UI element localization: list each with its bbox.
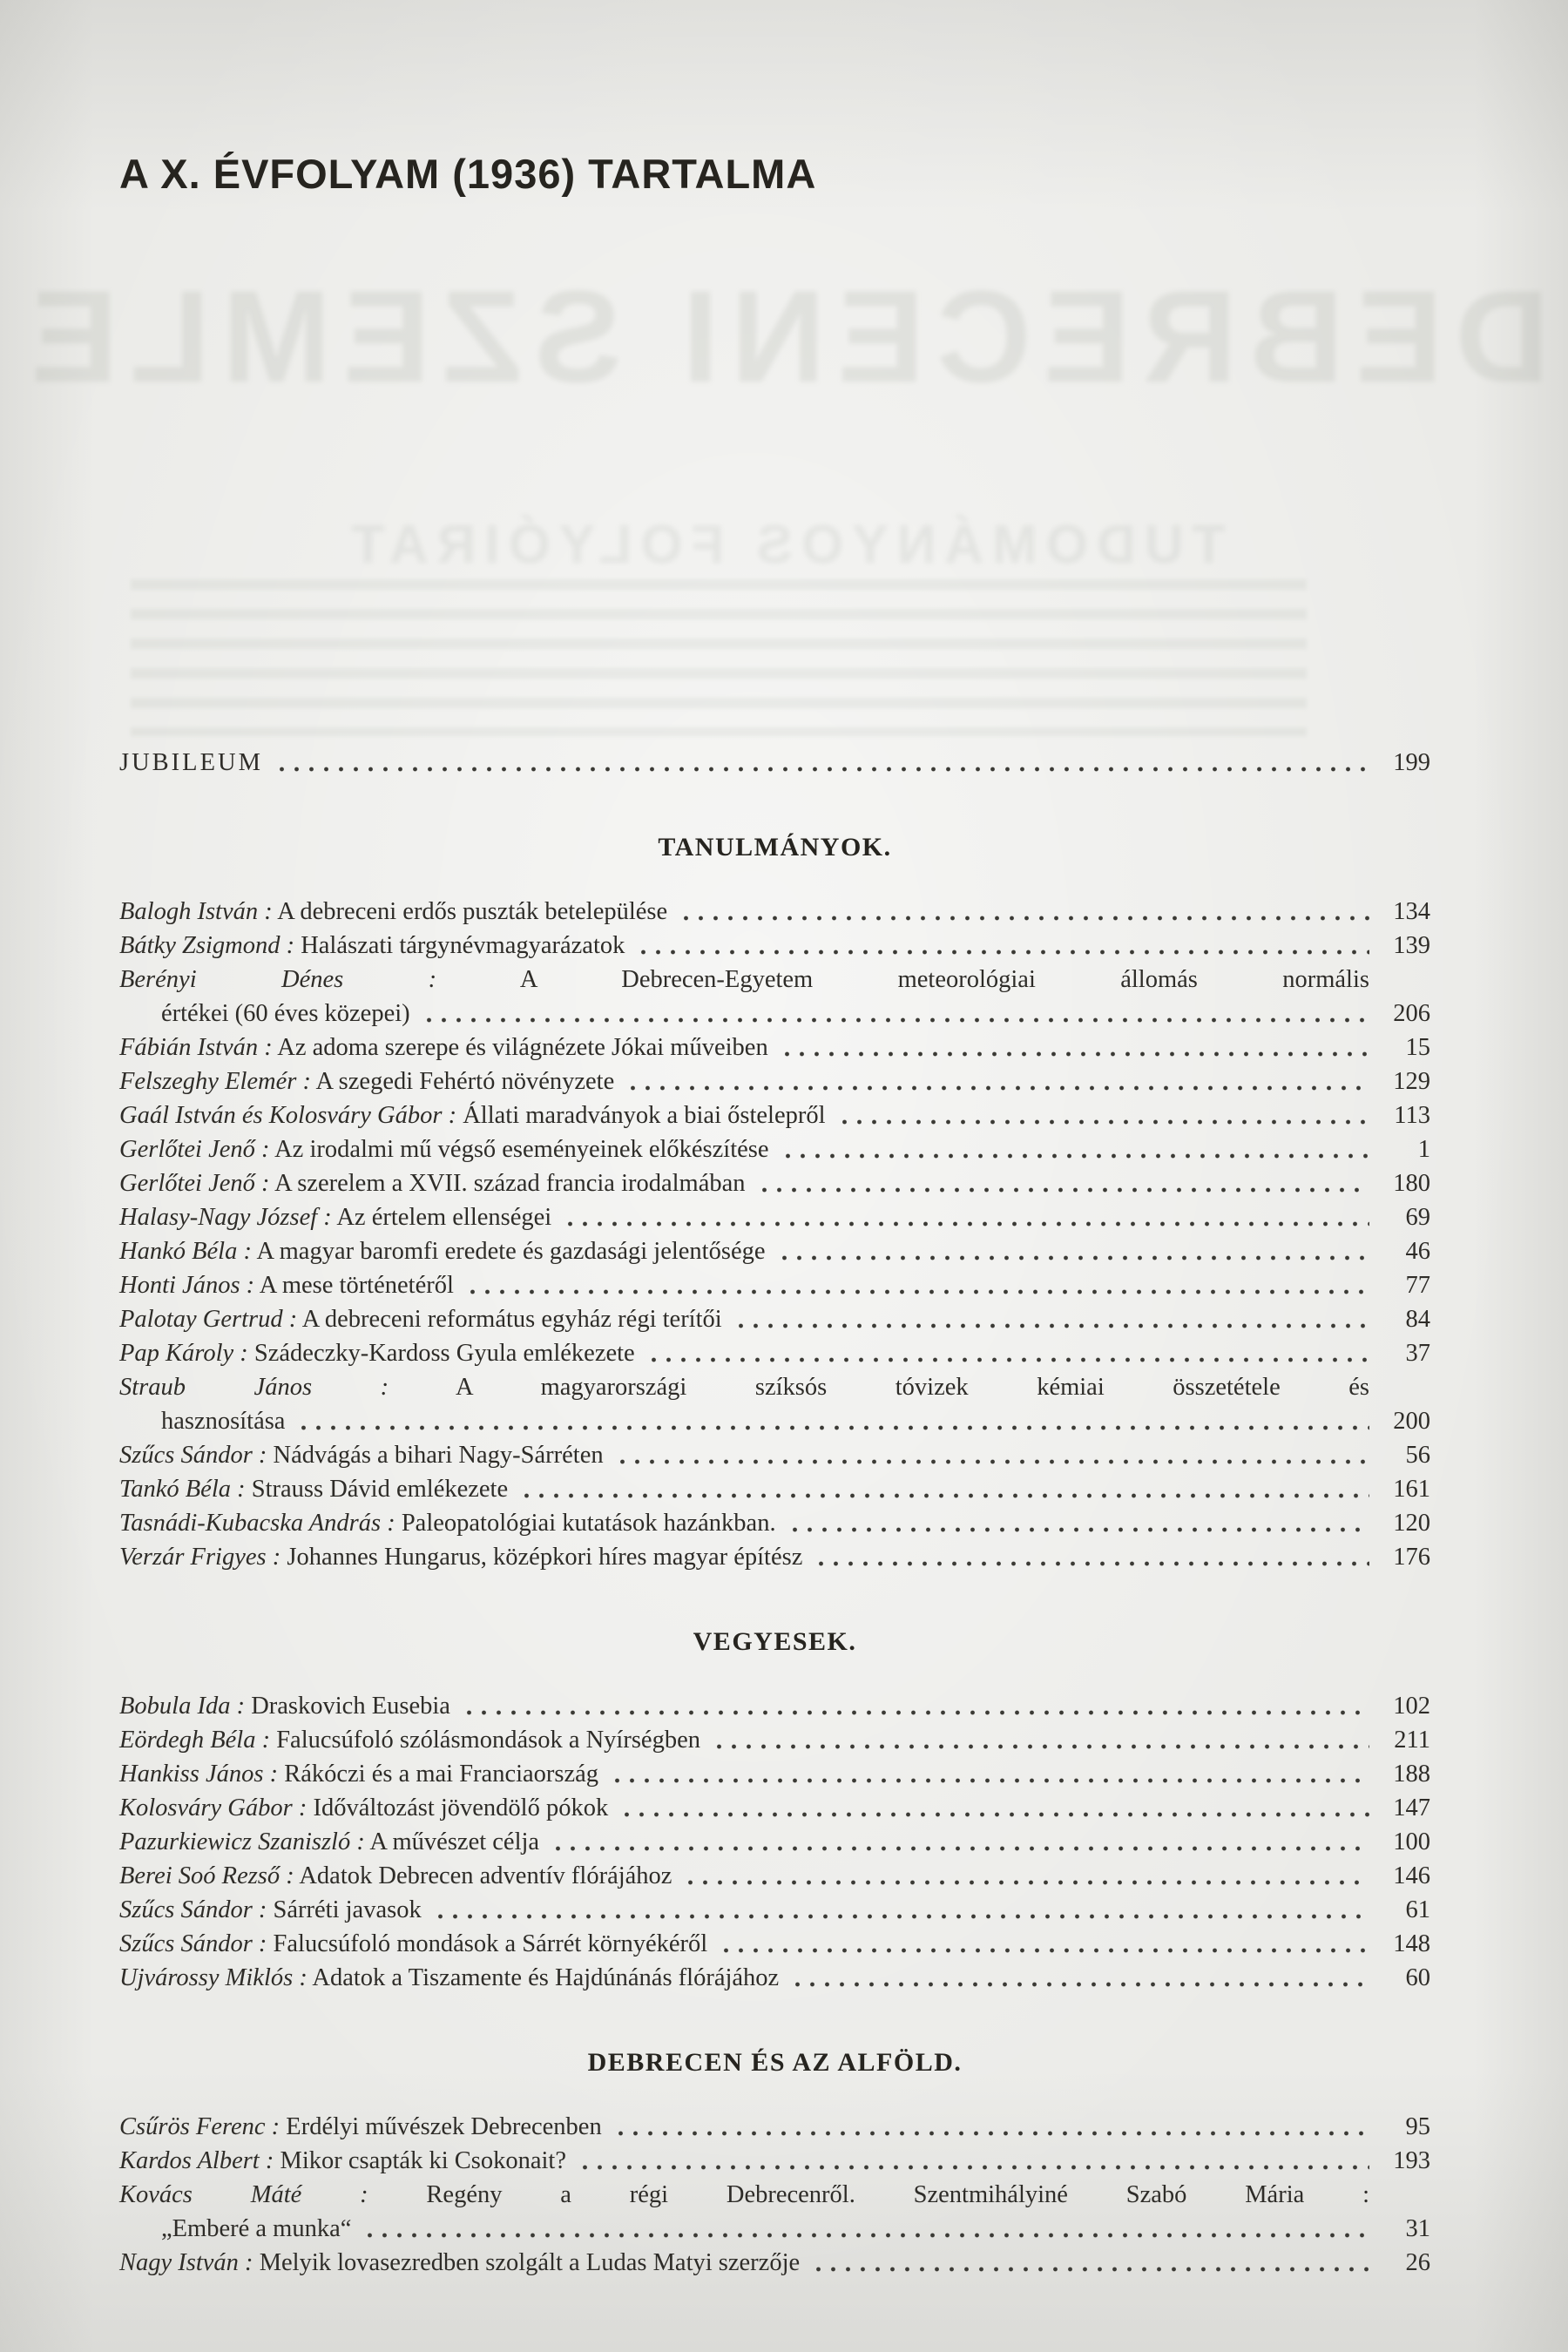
dot-leader [612,1438,1369,1472]
page-number: 1 [1417,1136,1430,1163]
page-number: 193 [1393,2147,1430,2174]
page-number: 146 [1393,1862,1430,1889]
ghost-showthrough-subtitle: TUDOMÁNYOS FOLYÓIRAT [342,515,1226,575]
page-number: 95 [1405,2113,1430,2140]
page-number: 176 [1393,1544,1430,1571]
entry-title: Gerlőtei Jenő : A szerelem a XVII. század francia irodalmában [119,1170,746,1197]
toc-entry [119,1859,1430,1893]
entry-title: Hankiss János : Rákóczi és a mai Franciaország [119,1761,599,1788]
dot-leader [731,1302,1369,1336]
dot-leader [676,895,1369,929]
entry-author: Csűrös Ferenc : [119,2113,280,2140]
dot-leader [272,746,1369,780]
toc-entry [119,1723,1430,1757]
entry-label: JUBILEUM [119,749,263,776]
entry-title: Ujvárossy Miklós : Adatok a Tiszamente és Hajdúnánás flórájához [119,1964,780,1991]
dot-leader [463,1268,1369,1302]
toc-entry [119,1689,1430,1723]
page-number: 199 [1393,749,1430,776]
entry-title: Berei Soó Rezső : Adatok Debrecen adventív flórájához [119,1862,672,1889]
page-number: 15 [1405,1034,1430,1061]
entry-title: „Emberé a munka“ [161,2215,352,2242]
entry-title: értékei (60 éves közepei) [161,1000,410,1027]
page-number: 100 [1393,1828,1430,1855]
entry-title: Fábián István : Az adoma szerepe és világnézete Jókai műveiben [119,1034,768,1061]
entry-title: Balogh István : A debreceni erdős puszták betelepülése [119,898,668,925]
entry-author: Tasnádi-Kubacska András : [119,1510,395,1537]
toc-entry-continuation [119,2212,1430,2246]
entry-author: Hankiss János : [119,1761,279,1788]
toc-entry-first-line: Straub János : A magyarországi szíksós tóvizek kémiai összetétele és [119,1374,1369,1401]
entry-author: Tankó Béla : [119,1476,246,1503]
dot-leader [548,1825,1369,1859]
page-number: 206 [1393,1000,1430,1027]
toc-entry [119,1438,1430,1472]
toc-entry [119,2144,1430,2178]
dot-leader [709,1723,1369,1757]
toc-entry [119,1200,1430,1234]
page-number: 200 [1393,1408,1430,1435]
toc-entry [119,1098,1430,1132]
dot-leader [778,1132,1369,1166]
toc-entry [119,1506,1430,1540]
page-number: 129 [1393,1068,1430,1095]
section-entries [119,2110,1430,2280]
entry-title: Kardos Albert : Mikor csapták ki Csokonait? [119,2147,566,2174]
toc-entry-continuation [119,997,1430,1031]
dot-leader [785,1506,1369,1540]
entry-author: Palotay Gertrud : [119,1306,298,1333]
entry-title: Felszeghy Elemér : A szegedi Fehértó növényzete [119,1068,615,1095]
toc-entry [119,1166,1430,1200]
entry-author: Pazurkiewicz Szaniszló : [119,1828,365,1855]
toc-entry [119,1757,1430,1791]
dot-leader [575,2144,1369,2178]
entry-author: Berényi Dénes : [119,966,437,993]
entry-title: Palotay Gertrud : A debreceni református egyház régi terítői [119,1306,722,1333]
entry-author: Bátky Zsigmond : [119,932,295,959]
entry-author: Ujvárossy Miklós : [119,1964,308,1991]
toc-entry [119,1302,1430,1336]
toc-entry [119,2246,1430,2280]
toc-entry [119,1791,1430,1825]
entry-title: Szűcs Sándor : Sárréti javasok [119,1896,422,1923]
section-heading: DEBRECEN ÉS AZ ALFÖLD. [587,2048,963,2077]
entry-title: Pap Károly : Szádeczky-Kardoss Gyula emlékezete [119,1340,635,1367]
dot-leader [560,1200,1369,1234]
section-heading: VEGYESEK. [693,1627,857,1656]
dot-leader [617,1791,1369,1825]
entry-author: Bobula Ida : [119,1693,246,1720]
page-number: 69 [1405,1204,1430,1231]
entry-author: Halasy-Nagy József : [119,1204,332,1231]
entry-author: Szűcs Sándor : [119,1930,267,1957]
entry-title: Gaál István és Kolosváry Gábor : Állati maradványok a biai őstelepről [119,1102,826,1129]
entry-author: Verzár Frigyes : [119,1544,281,1571]
dot-leader [611,2110,1369,2144]
entry-title: hasznosítása [161,1408,286,1435]
entry-author: Gerlőtei Jenő : [119,1136,270,1163]
entry-author: Gaál István és Kolosváry Gábor : [119,1102,457,1129]
toc-entry-continuation [119,1404,1430,1438]
toc-entry [119,1336,1430,1370]
page-number: 84 [1405,1306,1430,1333]
entry-title: Hankó Béla : A magyar baromfi eredete és gazdasági jelentősége [119,1238,766,1265]
dot-leader [607,1757,1369,1791]
ghost-showthrough-title: DEBRECENI SZEMLE [18,263,1550,409]
entry-title: Kolosváry Gábor : Időváltozást jövendölő pókok [119,1794,609,1821]
toc-entry [119,1927,1430,1961]
entry-title: Eördegh Béla : Falucsúfoló szólásmondások a Nyírségben [119,1727,700,1754]
toc-entry-jubileum [119,746,1430,780]
page-number: 61 [1405,1896,1430,1923]
page-number: 188 [1393,1761,1430,1788]
page-title: A X. ÉVFOLYAM (1936) TARTALMA [119,151,817,197]
dot-leader [459,1689,1369,1723]
entry-author: Eördegh Béla : [119,1727,271,1754]
page-number: 139 [1393,932,1430,959]
page-number: 102 [1393,1693,1430,1720]
entry-title: Csűrös Ferenc : Erdélyi művészek Debrecenben [119,2113,602,2140]
dot-leader [430,1893,1369,1927]
dot-leader [774,1234,1370,1268]
entry-author: Kovács Máté : [119,2181,368,2208]
entry-author: Honti János : [119,1272,255,1299]
page-number: 113 [1394,1102,1430,1129]
toc-entry [119,1132,1430,1166]
entry-author: Berei Soó Rezső : [119,1862,294,1889]
page-number: 46 [1405,1238,1430,1265]
entry-title: Gerlőtei Jenő : Az irodalmi mű végső eseményeinek előkészítése [119,1136,769,1163]
entry-title: Bobula Ida : Draskovich Eusebia [119,1693,450,1720]
dot-leader [787,1961,1369,1995]
section-entries [119,895,1430,1574]
toc-entry [119,1540,1430,1574]
sections-container [119,832,1430,2280]
toc-entry-first-line: Berényi Dénes : A Debrecen-Egyetem meteorológiai állomás normális [119,966,1369,993]
entry-author: Kardos Albert : [119,2147,274,2174]
entry-title: Pazurkiewicz Szaniszló : A művészet célja [119,1828,540,1855]
section-entries [119,1689,1430,1995]
entry-author: Hankó Béla : [119,1238,252,1265]
dot-leader [716,1927,1369,1961]
toc-entry [119,1893,1430,1927]
entry-title: Szűcs Sándor : Nádvágás a bihari Nagy-Sárréten [119,1442,604,1469]
toc-entry [119,929,1430,963]
dot-leader [633,929,1369,963]
page-number: 77 [1405,1272,1430,1299]
entry-title: Halasy-Nagy József : Az értelem ellenségei [119,1204,552,1231]
page-number: 161 [1393,1476,1430,1503]
dot-leader [754,1166,1369,1200]
dot-leader [811,1540,1369,1574]
dot-leader [360,2212,1369,2246]
page-number: 26 [1405,2249,1430,2276]
toc-entry [119,1064,1430,1098]
table-of-contents [119,213,1430,2280]
dot-leader [419,997,1369,1031]
toc-entry [119,1234,1430,1268]
entry-author: Nagy István : [119,2249,253,2276]
page-number: 31 [1405,2215,1430,2242]
entry-author: Kolosváry Gábor : [119,1794,308,1821]
page-number: 120 [1393,1510,1430,1537]
entry-title: Verzár Frigyes : Johannes Hungarus, középkori híres magyar építész [119,1544,803,1571]
page-number: 56 [1405,1442,1430,1469]
entry-author: Szűcs Sándor : [119,1442,267,1469]
page-number: 37 [1405,1340,1430,1367]
entry-title: Tasnádi-Kubacska András : Paleopatológiai kutatások hazánkban. [119,1510,776,1537]
entry-author: Pap Károly : [119,1340,248,1367]
page-number: 148 [1393,1930,1430,1957]
dot-leader [644,1336,1369,1370]
toc-entry [119,2110,1430,2144]
entry-author: Fábián István : [119,1034,273,1061]
entry-title: Szűcs Sándor : Falucsúfoló mondások a Sárrét környékéről [119,1930,708,1957]
page-number: 211 [1394,1727,1430,1754]
dot-leader [623,1064,1369,1098]
entry-author: Szűcs Sándor : [119,1896,267,1923]
entry-title: Honti János : A mese történetéről [119,1272,454,1299]
toc-entry [119,1472,1430,1506]
entry-author: Straub János : [119,1374,389,1401]
dot-leader [777,1031,1369,1064]
entry-author: Felszeghy Elemér : [119,1068,311,1095]
entry-title: Bátky Zsigmond : Halászati tárgynévmagyarázatok [119,932,625,959]
section-heading: TANULMÁNYOK. [658,833,892,862]
entry-author: Balogh István : [119,898,273,925]
entry-title: Nagy István : Melyik lovasezredben szolgált a Ludas Matyi szerzője [119,2249,801,2276]
dot-leader [517,1472,1369,1506]
entry-title: Tankó Béla : Strauss Dávid emlékezete [119,1476,509,1503]
dot-leader [835,1098,1369,1132]
toc-entry [119,1268,1430,1302]
toc-entry [119,1825,1430,1859]
toc-entry-first-line: Kovács Máté : Regény a régi Debrecenről. Szentmihályiné Szabó Mária : [119,2181,1369,2208]
toc-entry [119,895,1430,929]
toc-entry [119,1961,1430,1995]
dot-leader [294,1404,1369,1438]
dot-leader [680,1859,1369,1893]
toc-entry [119,1031,1430,1064]
page-number: 180 [1393,1170,1430,1197]
entry-author: Gerlőtei Jenő : [119,1170,270,1197]
page-number: 134 [1393,898,1430,925]
page-number: 147 [1393,1794,1430,1821]
dot-leader [808,2246,1369,2280]
page-number: 60 [1405,1964,1430,1991]
